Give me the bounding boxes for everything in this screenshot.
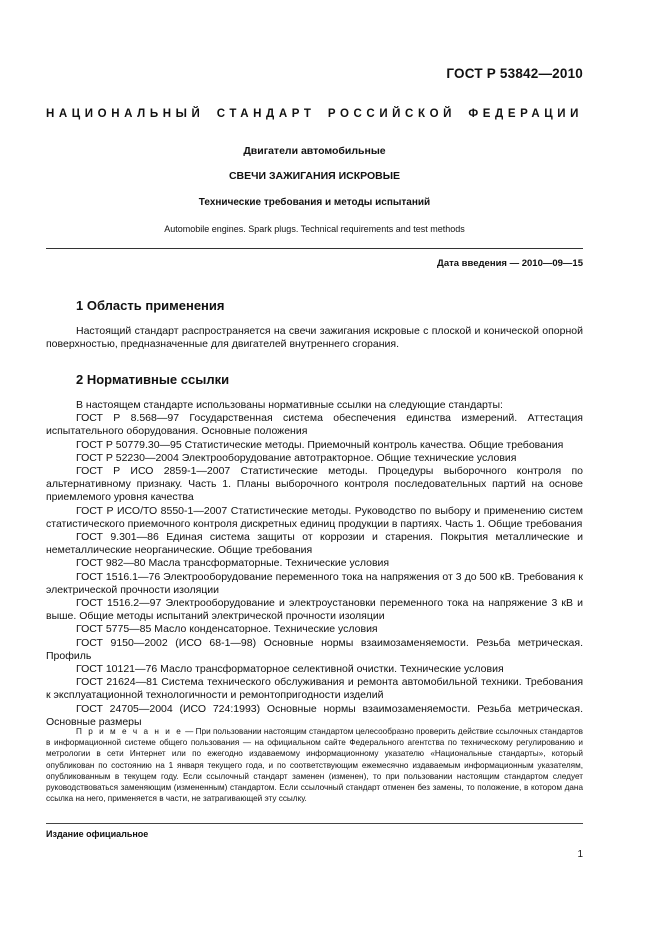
reference-item: ГОСТ Р 50779.30—95 Статистические методы. Приемочный контроль качества. Общие требования bbox=[76, 438, 564, 451]
note-text: — При пользовании настоящим стандартом целесообразно проверить действие ссылочных стандартов в информационной системе общего пользования — на официальном сайте Федерального агентства по техническому регулированию и метрологии в сети Интернет или по ежегодно издаваемому информационному указателю «Национальные стандарты», который опубликован по состоянию на 1 января текущего года, и по соответствующим ежемесячно издаваемым информационным указателям, опубликованным в текущем году. Если ссылочный стандарт заменен (изменен), то при пользовании настоящим стандартом следует руководствоваться заменяющим (измененным) стандартом. Если ссылочный стандарт отменен без замены, то положение, в котором дана ссылка на него, применяется в части, не затрагивающей эту ссылку. bbox=[46, 727, 583, 804]
reference-item: ГОСТ Р ИСО/ТО 8550-1—2007 Статистические методы. Руководство по выбору и применению систем статистического приемочного контроля дискретных единиц продукции в партиях. Часть 1. Общие требования bbox=[46, 504, 583, 530]
reference-item: ГОСТ Р 8.568—97 Государственная система обеспечения единства измерений. Аттестация испытательного оборудования. Основные положения bbox=[46, 412, 583, 438]
reference-item: ГОСТ 9.301—86 Единая система защиты от коррозии и старения. Покрытия металлические и неметаллические неорганические. Общие требования bbox=[46, 531, 583, 557]
document-title: СВЕЧИ ЗАЖИГАНИЯ ИСКРОВЫЕ bbox=[228, 170, 401, 182]
reference-item: ГОСТ 9150—2002 (ИСО 68-1—98) Основные нормы взаимозаменяемости. Резьба метрическая. Профиль bbox=[46, 636, 583, 662]
note-paragraph bbox=[46, 726, 583, 804]
reference-item: ГОСТ 1516.2—97 Электрооборудование и электроустановки переменного тока на напряжение 3 кВ и выше. Общие методы испытаний электрической прочности изоляции bbox=[46, 597, 583, 623]
section-heading-scope: 1 Область применения bbox=[76, 298, 225, 313]
national-standard-banner: НАЦИОНАЛЬНЫЙ СТАНДАРТ РОССИЙСКОЙ ФЕДЕРАЦИИ bbox=[46, 108, 583, 120]
reference-item: ГОСТ 1516.1—76 Электрооборудование переменного тока на напряжения от 3 до 500 кВ. Требования к электрической прочности изоляции bbox=[46, 570, 583, 596]
scope-text bbox=[46, 325, 583, 351]
note-block bbox=[46, 726, 583, 804]
subject-line: Двигатели автомобильные bbox=[243, 145, 386, 157]
note-label: П р и м е ч а н и е bbox=[76, 727, 183, 736]
introduction-date: Дата введения — 2010—09—15 bbox=[437, 258, 583, 269]
reference-item: ГОСТ 10121—76 Масло трансформаторное селективной очистки. Технические условия bbox=[76, 663, 504, 676]
document-code: ГОСТ Р 53842—2010 bbox=[446, 66, 583, 81]
document-subtitle: Технические требования и методы испытаний bbox=[198, 197, 431, 208]
section-heading-references: 2 Нормативные ссылки bbox=[76, 372, 230, 387]
footer-divider bbox=[46, 823, 583, 824]
reference-item: ГОСТ 24705—2004 (ИСО 724:1993) Основные нормы взаимозаменяемости. Резьба метрическая. Основные размеры bbox=[46, 702, 583, 728]
english-title: Automobile engines. Spark plugs. Technical requirements and test methods bbox=[164, 224, 465, 234]
official-edition-label: Издание официальное bbox=[46, 829, 149, 839]
references-intro: В настоящем стандарте использованы нормативные ссылки на следующие стандарты: bbox=[76, 399, 503, 411]
reference-item: ГОСТ Р ИСО 2859-1—2007 Статистические методы. Процедуры выборочного контроля по альтернативному признаку. Часть 1. Планы выборочного контроля последовательных партий на основе приемлемого уровня качества bbox=[46, 465, 583, 504]
scope-paragraph: Настоящий стандарт распространяется на свечи зажигания искровые с плоской и конической опорной поверхностью, предназначенные для двигателей внутреннего сгорания. bbox=[46, 325, 583, 351]
page-number: 1 bbox=[577, 849, 583, 860]
references-list bbox=[46, 399, 583, 729]
reference-item: ГОСТ 21624—81 Система технического обслуживания и ремонта автомобильной техники. Требования к эксплуатационной технологичности и ремонтопригодности изделий bbox=[46, 676, 583, 702]
title-divider bbox=[46, 248, 583, 249]
reference-item: ГОСТ 5775—85 Масло конденсаторное. Технические условия bbox=[76, 623, 378, 636]
reference-item: ГОСТ 982—80 Масла трансформаторные. Технические условия bbox=[76, 557, 390, 570]
reference-item: ГОСТ Р 52230—2004 Электрооборудование автотракторное. Общие технические условия bbox=[76, 451, 517, 464]
